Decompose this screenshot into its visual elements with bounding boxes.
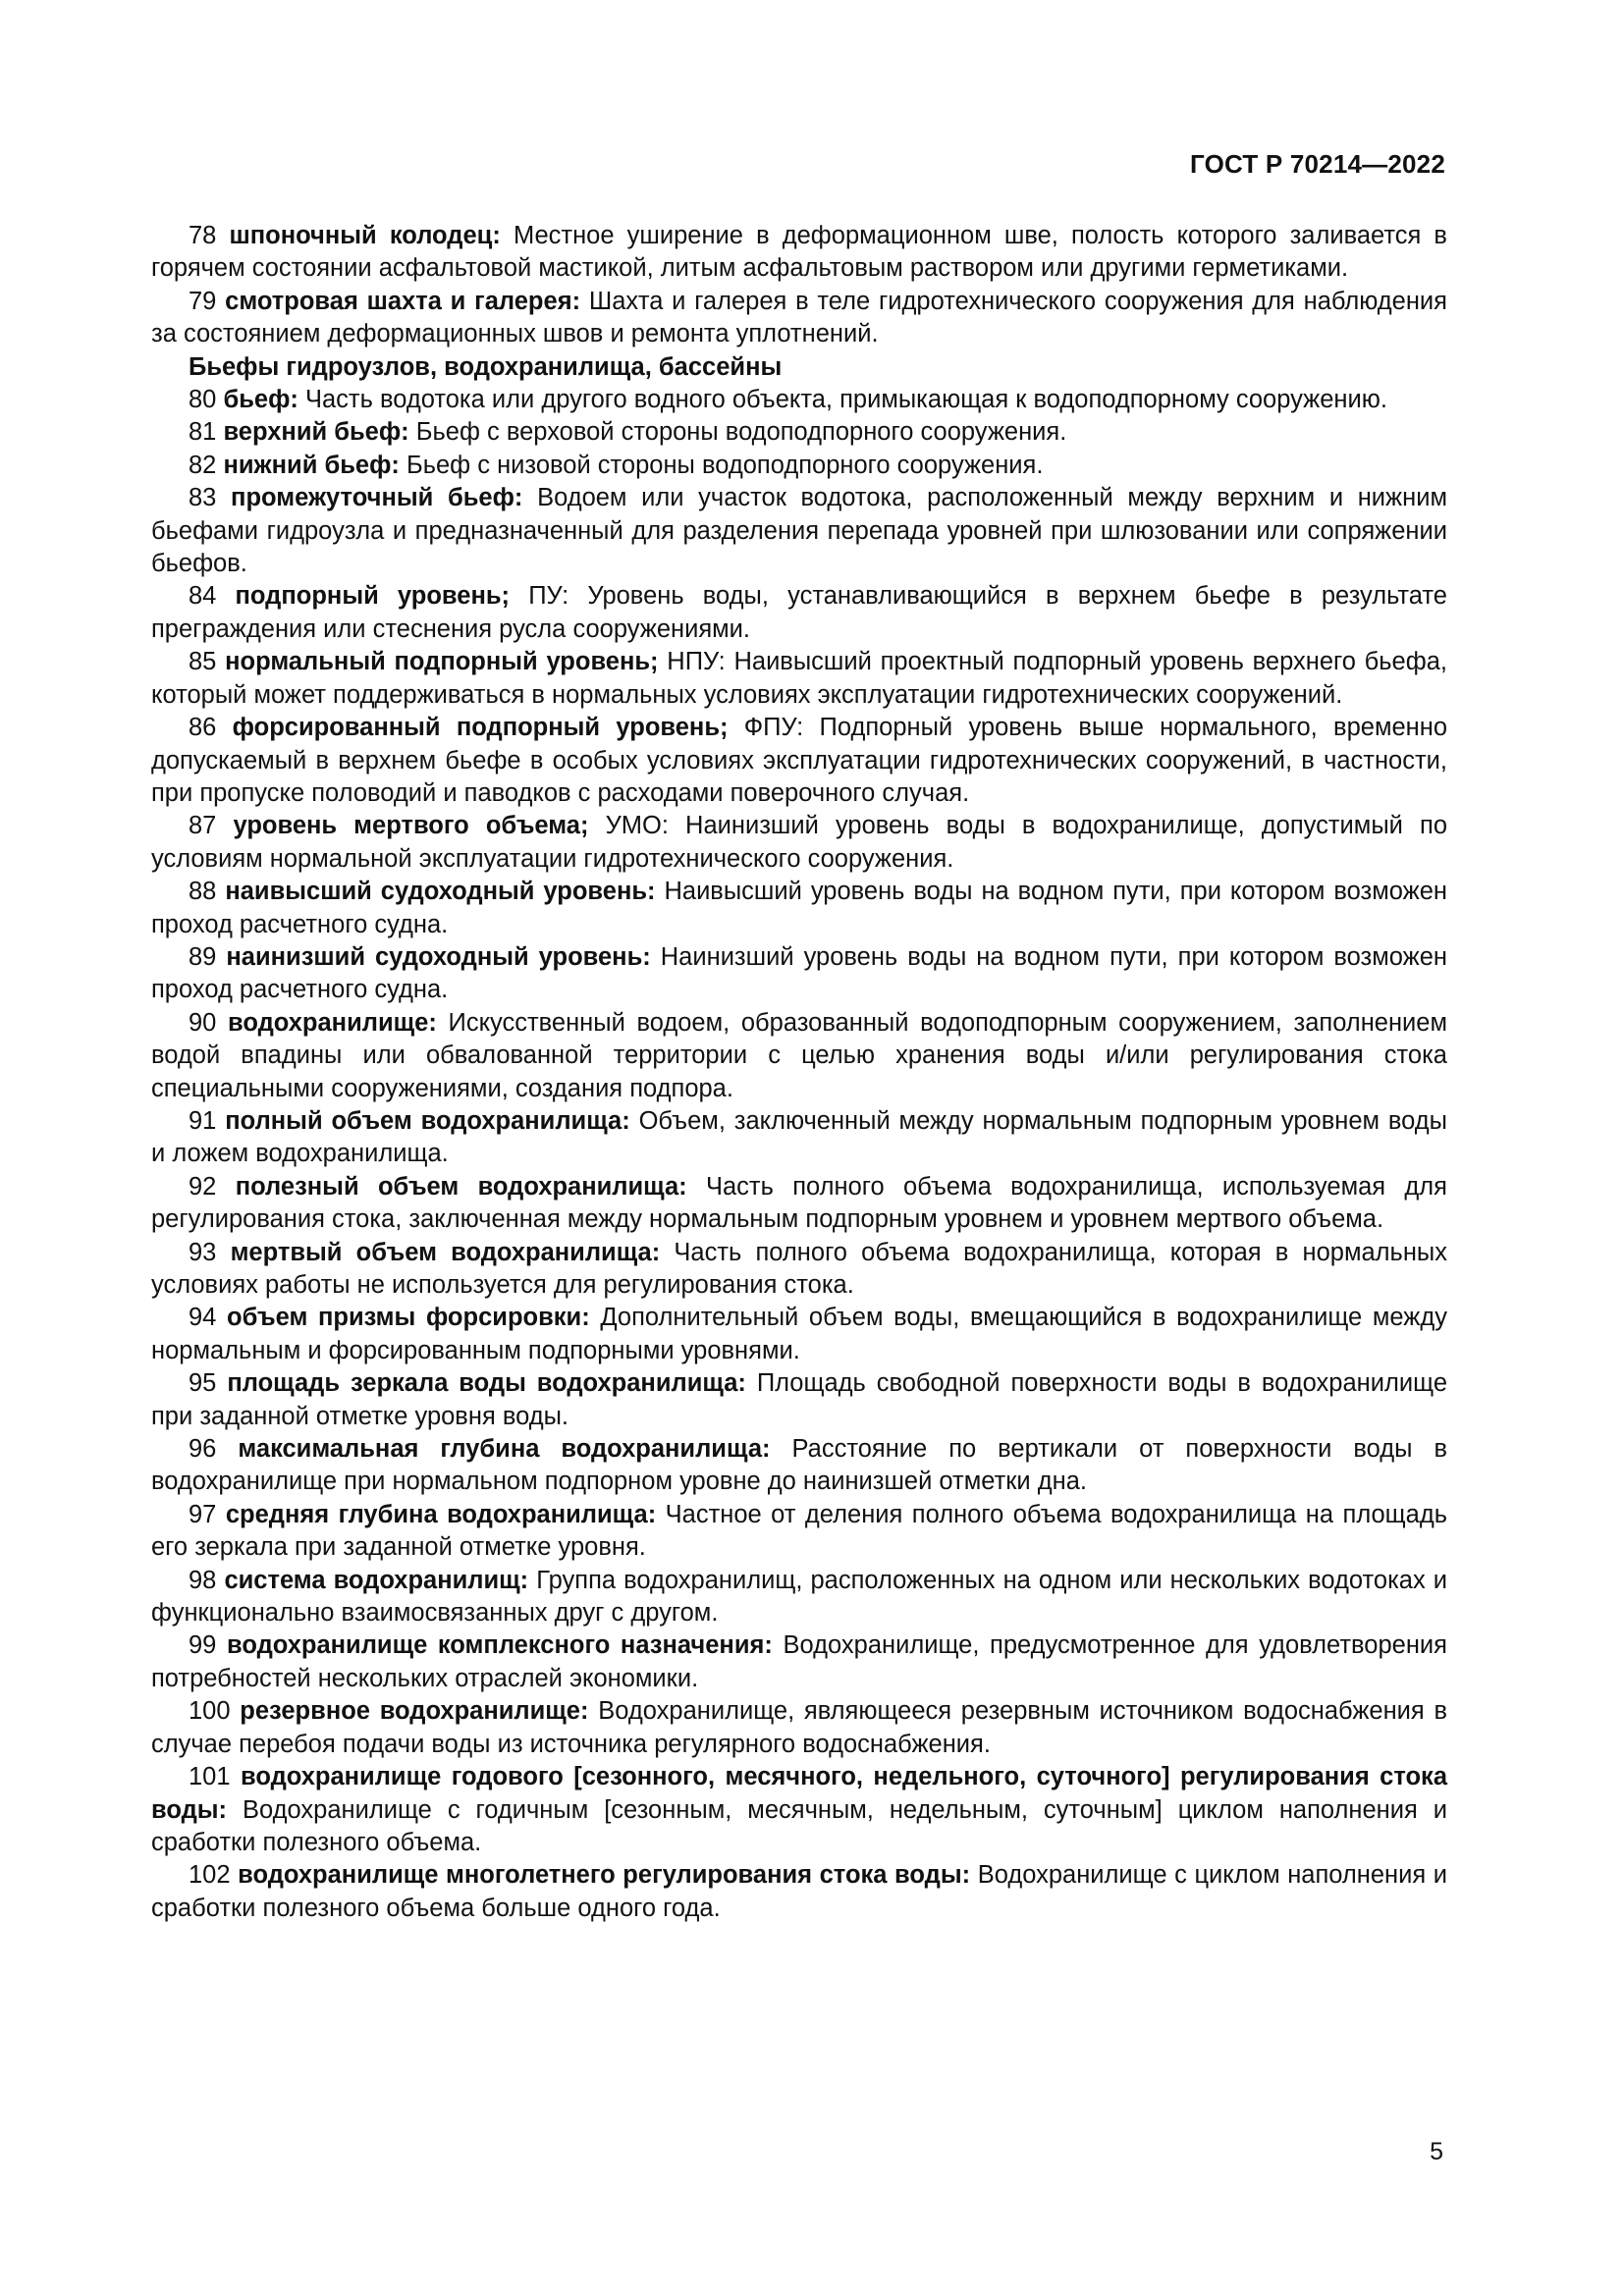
term-entry — [151, 1499, 1447, 1565]
entry-term: объем призмы форсировки: — [227, 1304, 590, 1332]
entry-term: смотровая шахта и галерея: — [225, 287, 581, 315]
entry-definition: Расстояние по вертикали от поверхности воды в водохранилище при нормальном подпорном уровне до наинизшей отметки дна. — [151, 1435, 1448, 1496]
entry-definition: Часть полного объема водохранилища, используемая для регулирования стока, заключенная между нормальным подпорным уровнем и уровнем мертвого объема. — [151, 1172, 1447, 1234]
entry-number: 83 — [189, 484, 217, 512]
term-entry — [151, 1695, 1447, 1761]
entry-definition: Бьеф с верховой стороны водоподпорного сооружения. — [415, 418, 1067, 447]
term-entry — [151, 580, 1447, 646]
entry-number: 91 — [189, 1106, 217, 1135]
term-entry — [151, 1629, 1447, 1695]
entry-number: 100 — [189, 1697, 231, 1726]
entry-term: резервное водохранилище: — [240, 1697, 589, 1726]
entry-term: мертвый объем водохранилища: — [230, 1238, 661, 1266]
entry-number: 92 — [189, 1172, 217, 1201]
entry-term: бьеф: — [223, 386, 298, 414]
entry-number: 78 — [189, 222, 217, 249]
entry-definition: Водохранилище с циклом наполнения и сработки полезного объема больше одного года. — [151, 1861, 1447, 1922]
entry-term: водохранилище комплексного назначения: — [226, 1631, 773, 1660]
entry-term: полезный объем водохранилища: — [235, 1172, 687, 1201]
entry-definition: УМО: Наинизший уровень воды в водохранилище, допустимый по условиям нормальной эксплуатации гидротехнического сооружения. — [151, 812, 1447, 873]
entry-definition: Бьеф с низовой стороны водоподпорного сооружения. — [406, 451, 1044, 479]
entry-term: максимальная глубина водохранилища: — [238, 1435, 771, 1464]
entry-definition: ФПУ: Подпорный уровень выше нормального, временно допускаемый в верхнем бьефе в особых условиях эксплуатации гидротехнических сооружений, в частности, при пропуске половодий и паводков с расходами поверочного случая. — [151, 714, 1448, 807]
entry-definition: Часть полного объема водохранилища, которая в нормальных условиях работы не используется для регулирования стока. — [151, 1238, 1447, 1299]
entry-definition: Дополнительный объем воды, вмещающийся в водохранилище между нормальным и форсированным подпорными уровнями. — [151, 1304, 1447, 1364]
entry-term: верхний бьеф: — [223, 418, 409, 447]
term-entry — [151, 482, 1447, 580]
entry-term: наинизший судоходный уровень: — [226, 942, 651, 971]
entry-number: 81 — [189, 418, 217, 447]
entry-definition: Наивысший уровень воды на водном пути, при котором возможен проход расчетного судна. — [151, 878, 1447, 938]
entry-definition: Площадь свободной поверхности воды в водохранилище при заданной отметке уровня воды. — [151, 1369, 1447, 1430]
entry-term: нормальный подпорный уровень; — [225, 648, 659, 676]
term-entry — [151, 1433, 1447, 1499]
term-entry — [151, 384, 1447, 416]
entry-number: 96 — [189, 1435, 217, 1464]
term-entry — [151, 450, 1447, 482]
term-entry — [151, 220, 1447, 286]
term-entry — [151, 1171, 1447, 1237]
entry-term: водохранилище годового [сезонного, месячного, недельного, суточного] регулирования стока воды: — [151, 1763, 1447, 1824]
term-entry — [151, 941, 1447, 1007]
entry-term: уровень мертвого объема; — [233, 812, 589, 840]
entry-number: 101 — [189, 1763, 231, 1791]
entry-definition: Часть водотока или другого водного объекта, примыкающая к водоподпорному сооружению. — [304, 386, 1387, 414]
entry-definition: Водохранилище с годичным [сезонным, месячным, недельным, суточным] циклом наполнения и сработки полезного объема. — [151, 1795, 1447, 1856]
entry-number: 80 — [189, 386, 217, 414]
entry-term: средняя глубина водохранилища: — [225, 1500, 657, 1528]
term-entry — [151, 1565, 1447, 1630]
term-entry — [151, 1761, 1447, 1859]
entry-number: 97 — [189, 1500, 217, 1528]
term-entry — [151, 1859, 1447, 1925]
document-header: ГОСТ Р 70214—2022 — [1190, 149, 1445, 179]
entry-number: 82 — [189, 451, 217, 479]
entry-definition: Частное от деления полного объема водохранилища на площадь его зеркала при заданной отметке уровня. — [151, 1500, 1447, 1562]
entry-number: 88 — [189, 878, 217, 906]
entry-number: 79 — [189, 287, 217, 315]
term-entry — [151, 1105, 1447, 1171]
entry-number: 95 — [189, 1369, 217, 1398]
entry-term: шпоночный колодец: — [229, 222, 501, 249]
term-entry — [151, 876, 1447, 941]
entry-definition: Объем, заключенный между нормальным подпорным уровнем воды и ложем водохранилища. — [151, 1106, 1447, 1168]
entry-definition: Водохранилище, являющееся резервным источником водоснабжения в случае перебоя подачи воды из источника регулярного водоснабжения. — [151, 1697, 1448, 1758]
entry-definition: ПУ: Уровень воды, устанавливающийся в верхнем бьефе в результате преграждения или стеснения русла сооружениями. — [151, 582, 1447, 643]
entry-definition: Местное уширение в деформационном шве, полость которого заливается в горячем состоянии асфальтовой мастикой, литым асфальтовым раствором или другими герметиками. — [151, 222, 1447, 283]
entry-number: 93 — [189, 1238, 217, 1266]
entry-number: 84 — [189, 582, 217, 611]
term-entry — [151, 810, 1447, 876]
term-entry — [151, 712, 1447, 810]
term-entry — [151, 646, 1447, 712]
entry-definition: Шахта и галерея в теле гидротехнического сооружения для наблюдения за состоянием деформационных швов и ремонта уплотнений. — [151, 287, 1447, 348]
entry-number: 102 — [189, 1861, 231, 1890]
page-number: 5 — [1430, 2138, 1443, 2165]
entry-term: водохранилище: — [228, 1008, 437, 1037]
entry-term: промежуточный бьеф: — [231, 484, 523, 512]
entry-number: 86 — [189, 714, 217, 742]
entry-number: 94 — [189, 1304, 217, 1332]
entry-number: 85 — [189, 648, 217, 676]
entry-term: форсированный подпорный уровень; — [232, 714, 729, 742]
entry-number: 89 — [189, 942, 217, 971]
entry-definition: Водохранилище, предусмотренное для удовлетворения потребностей нескольких отраслей экономики. — [151, 1631, 1447, 1692]
entry-definition: Наинизший уровень воды на водном пути, при котором возможен проход расчетного судна. — [151, 942, 1447, 1004]
entry-term: водохранилище многолетнего регулирования стока воды: — [238, 1861, 971, 1890]
term-entry — [151, 416, 1447, 449]
term-entry — [151, 1302, 1447, 1367]
entry-definition: Искусственный водоем, образованный водоподпорным сооружением, заполнением водой впадины или обвалованной территории с целью хранения воды и/или регулирования стока специальными сооружениями, создания подпора. — [151, 1008, 1447, 1102]
term-entry — [151, 1237, 1447, 1303]
entry-term: полный объем водохранилища: — [225, 1106, 630, 1135]
entry-definition: Водоем или участок водотока, расположенный между верхним и нижним бьефами гидроузла и предназначенный для разделения перепада уровней при шлюзовании или сопряжении бьефов. — [151, 484, 1447, 578]
entry-number: 87 — [189, 812, 217, 840]
entry-term: система водохранилищ: — [224, 1566, 529, 1594]
entry-term: площадь зеркала воды водохранилища: — [227, 1369, 746, 1398]
entry-number: 99 — [189, 1631, 217, 1660]
entry-number: 98 — [189, 1566, 217, 1594]
section-heading: Бьефы гидроузлов, водохранилища, бассейны — [189, 352, 783, 381]
term-entry — [151, 286, 1447, 351]
term-entry — [151, 1367, 1447, 1433]
entry-term: нижний бьеф: — [223, 451, 400, 479]
entry-definition: НПУ: Наивысший проектный подпорный уровень верхнего бьефа, который может поддерживаться в нормальных условиях эксплуатации гидротехнических сооружений. — [151, 648, 1447, 709]
entry-number: 90 — [189, 1008, 217, 1037]
entry-definition: Группа водохранилищ, расположенных на одном или нескольких водотоках и функционально взаимосвязанных друг с другом. — [151, 1566, 1448, 1628]
entry-term: наивысший судоходный уровень: — [225, 878, 656, 906]
entry-term: подпорный уровень; — [235, 582, 511, 611]
term-entry — [151, 1007, 1447, 1105]
document-body — [151, 220, 1447, 1925]
